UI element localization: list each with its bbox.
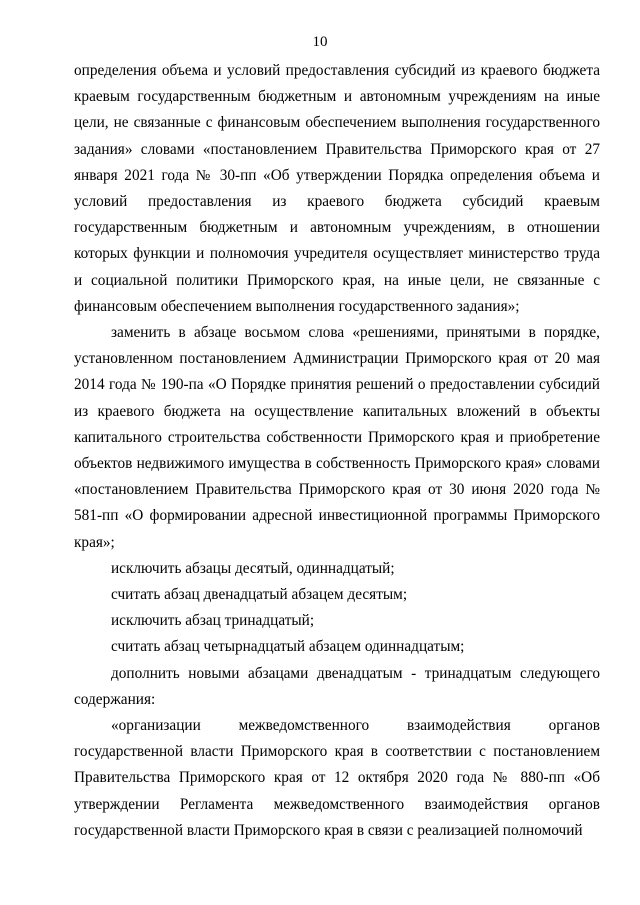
paragraph-exclude-ten-eleven: исключить абзацы десятый, одиннадцатый; (111, 559, 395, 577)
paragraph-continuation: определения объема и условий предоставления субсидий из краевого бюджета краевым государственным бюджетным и автономным учреждениям на иные цели, не связанные с финансовым обеспечением выполнения государственного задания» словами «постановлением Правительства Приморского края от 27 января 2021 года № 30-пп «Об утверждении Порядка определения объема и условий предоставления из краевого бюджета субсидий краевым государственным бюджетным и автономным учреждениям, в отношении которых функции и полномочия учредителя осуществляет министерство труда и социальной политики Приморского края, на иные цели, не связанные с финансовым обеспечением выполнения государственного задания»; (74, 62, 600, 315)
document-body (74, 58, 600, 844)
paragraph-add-new-paragraphs: дополнить новыми абзацами двенадцатым - тринадцатым следующего содержания: (74, 664, 600, 708)
paragraph-twelve-as-ten: считать абзац двенадцатый абзацем десятым; (111, 586, 408, 604)
paragraph-quoted-content: «организации межведомственного взаимодействия органов государственной власти Приморского края в соответствии с постановлением Правительства Приморского края от 12 октября 2020 года № 880-пп «Об утверждении Регламента межведомственного взаимодействия органов государственной власти Приморского края в связи с реализацией полномочий (74, 717, 600, 839)
paragraph-fourteen-as-eleven: считать абзац четырнадцатый абзацем одиннадцатым; (111, 638, 465, 656)
page-number: 10 (312, 34, 328, 50)
paragraph-replace-paragraph-eight: заменить в абзаце восьмом слова «решениями, принятыми в порядке, установленном постановлением Администрации Приморского края от 20 мая 2014 года № 190-па «О Порядке принятия решений о предоставлении субсидий из краевого бюджета на осуществление капитальных вложений в объекты капитального строительства собственности Приморского края и приобретение объектов недвижимого имущества в собственность Приморского края» словами «постановлением Правительства Приморского края от 30 июня 2020 года № 581-пп «О формировании адресной инвестиционной программы Приморского края»; (74, 324, 600, 551)
paragraph-exclude-thirteen: исключить абзац тринадцатый; (111, 612, 315, 630)
